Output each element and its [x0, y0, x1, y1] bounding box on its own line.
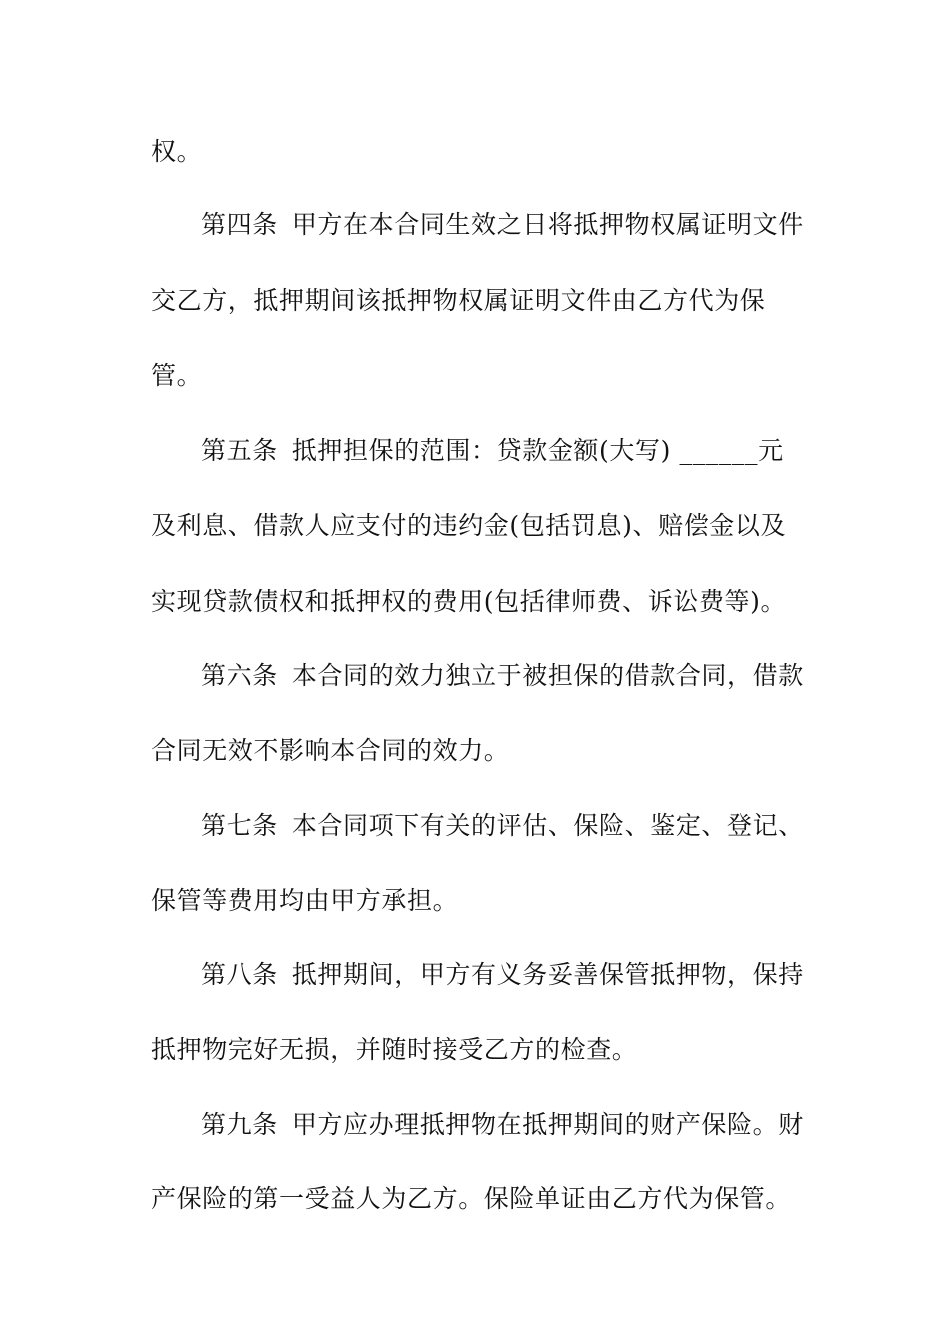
text-line	[151, 587, 786, 617]
line-text: 及利息、借款人应支付的违约金(包括罚息)、赔偿金以及	[151, 511, 787, 540]
line-text: 合同无效不影响本合同的效力。	[151, 736, 510, 765]
line-text: 实现贷款债权和抵押权的费用(包括律师费、诉讼费等)。	[151, 587, 787, 616]
article-9-first-line	[201, 1110, 804, 1140]
text-line	[151, 886, 458, 916]
line-text: 权。	[151, 137, 203, 166]
article-6-first-line	[201, 661, 804, 691]
text-line	[151, 736, 509, 766]
article-4-first-line	[201, 210, 804, 240]
line-text: 本合同的效力独立于被担保的借款合同，借款	[291, 661, 804, 690]
text-line	[151, 1184, 791, 1214]
text-line	[151, 137, 202, 167]
line-text: 本合同项下有关的评估、保险、鉴定、登记、	[291, 811, 804, 840]
line-text: 抵押担保的范围：贷款金额(大写) ______元	[291, 436, 784, 465]
line-text: 甲方在本合同生效之日将抵押物权属证明文件	[291, 210, 804, 239]
article-7-first-line	[201, 811, 804, 841]
line-text: 抵押物完好无损，并随时接受乙方的检查。	[151, 1035, 638, 1064]
line-text: 抵押期间，甲方有义务妥善保管抵押物，保持	[291, 960, 804, 989]
article-5-label: 第五条	[201, 436, 278, 465]
text-line	[151, 361, 202, 391]
article-8-first-line	[201, 960, 804, 990]
article-6-label: 第六条	[201, 661, 278, 690]
article-8-label: 第八条	[201, 960, 278, 989]
text-line	[151, 511, 786, 541]
line-text: 管。	[151, 361, 203, 390]
article-4-label: 第四条	[201, 210, 278, 239]
line-text: 甲方应办理抵押物在抵押期间的财产保险。财	[291, 1110, 804, 1139]
article-5-first-line	[201, 436, 784, 466]
text-line	[151, 286, 765, 316]
article-7-label: 第七条	[201, 811, 278, 840]
line-text: 产保险的第一受益人为乙方。保险单证由乙方代为保管。	[151, 1184, 792, 1213]
article-9-label: 第九条	[201, 1110, 278, 1139]
text-line	[151, 1035, 637, 1065]
line-text: 交乙方，抵押期间该抵押物权属证明文件由乙方代为保	[151, 286, 766, 315]
line-text: 保管等费用均由甲方承担。	[151, 886, 459, 915]
